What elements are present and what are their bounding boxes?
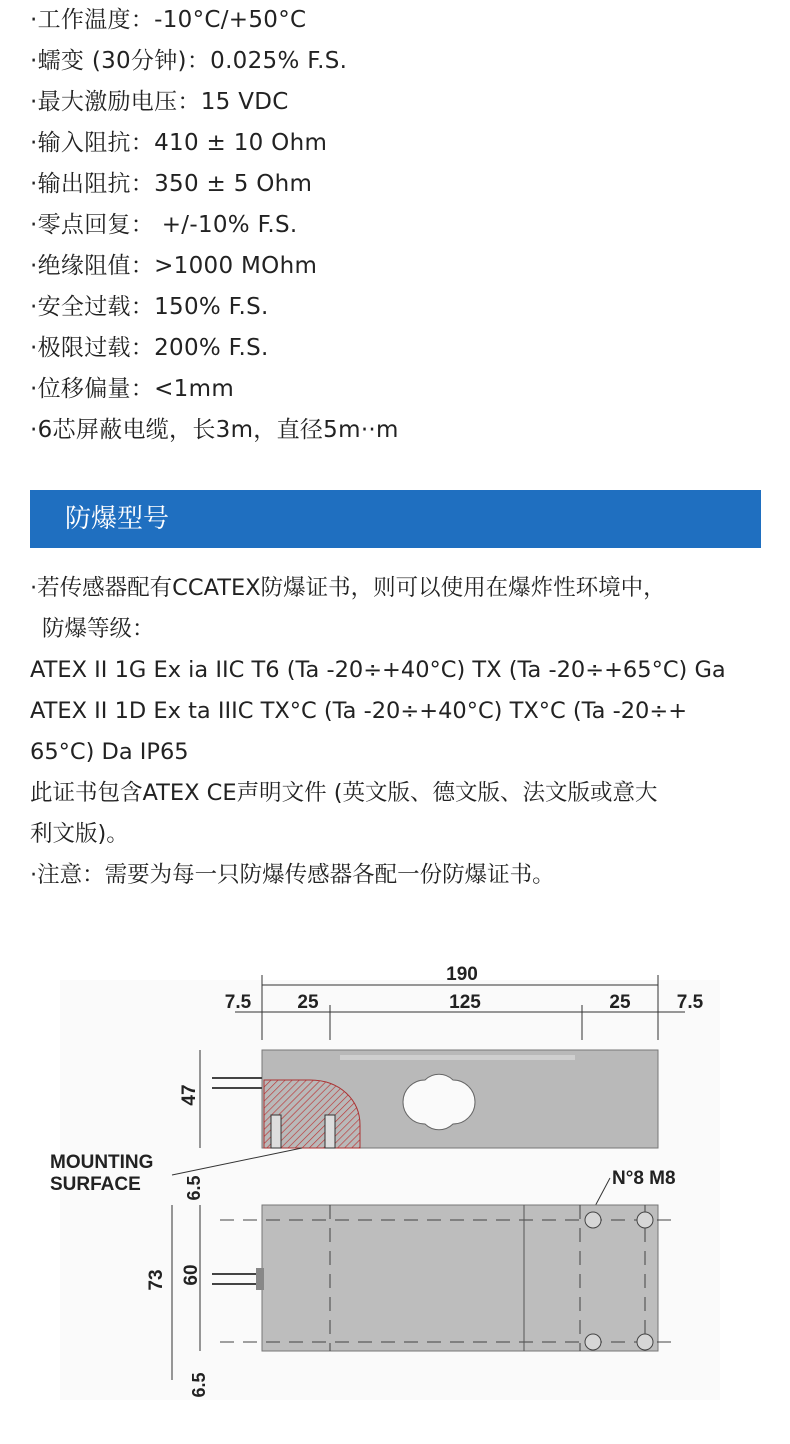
side-view bbox=[200, 1050, 658, 1148]
spec-creep: ·蠕变 (30分钟)：0.025% F.S. bbox=[30, 48, 348, 74]
dim-total: 190 bbox=[446, 964, 478, 985]
section-title: 防爆型号 bbox=[65, 504, 170, 534]
mounting-label-2: SURFACE bbox=[50, 1174, 141, 1195]
dim-right-edge: 7.5 bbox=[676, 992, 704, 1013]
dim-width: 73 bbox=[146, 1269, 167, 1291]
atex-intro: ·若传感器配有CCATEX防爆证书，则可以使用在爆炸性环境中， bbox=[30, 575, 666, 601]
section-header-explosion-proof bbox=[30, 490, 761, 548]
atex-gas-rating: ATEX II 1G Ex ia IIC T6 (Ta -20÷+40°C) TX (Ta -20÷+65°C) Ga bbox=[30, 657, 726, 683]
atex-certificate-note-cont: 利文版)。 bbox=[30, 821, 129, 847]
spec-ultimate-overload: ·极限过载：200% F.S. bbox=[30, 335, 269, 361]
dimension-drawing bbox=[40, 950, 720, 1410]
dim-left-edge: 7.5 bbox=[224, 992, 252, 1013]
atex-description bbox=[30, 568, 780, 896]
spec-list bbox=[30, 0, 770, 451]
atex-attention: ·注意：需要为每一只防爆传感器各配一份防爆证书。 bbox=[30, 862, 555, 888]
spec-max-excitation: ·最大激励电压：15 VDC bbox=[30, 89, 289, 115]
spec-input-impedance: ·输入阻抗：410 ± 10 Ohm bbox=[30, 130, 328, 156]
atex-certificate-note: 此证书包含ATEX CE声明文件 (英文版、德文版、法文版或意大 bbox=[30, 780, 658, 806]
spec-output-impedance: ·输出阻抗：350 ± 5 Ohm bbox=[30, 171, 313, 197]
dim-height: 47 bbox=[179, 1084, 200, 1106]
holes-callout: N°8 M8 bbox=[612, 1168, 676, 1189]
spec-operating-temp: ·工作温度：-10°C/+50°C bbox=[30, 7, 307, 33]
dim-hole-spacing: 60 bbox=[181, 1264, 202, 1286]
dim-center: 125 bbox=[449, 992, 481, 1013]
dim-right-hole: 25 bbox=[609, 992, 631, 1013]
atex-level-label: 防爆等级： bbox=[42, 616, 155, 642]
dim-gap-top: 6.5 bbox=[184, 1175, 204, 1201]
atex-dust-rating-cont: 65°C) Da IP65 bbox=[30, 739, 189, 765]
dim-left-hole: 25 bbox=[297, 992, 319, 1013]
load-cell-drawing bbox=[40, 950, 720, 1410]
spec-deflection: ·位移偏量：<1mm bbox=[30, 376, 235, 402]
dim-gap-bottom: 6.5 bbox=[189, 1372, 209, 1398]
spec-zero-return: ·零点回复： +/-10% F.S. bbox=[30, 212, 298, 238]
spec-cable: ·6芯屏蔽电缆，长3m，直径5m··m bbox=[30, 417, 399, 443]
mounting-label-1: MOUNTING bbox=[50, 1152, 154, 1173]
spec-insulation: ·绝缘阻值：>1000 MOhm bbox=[30, 253, 318, 279]
atex-dust-rating: ATEX II 1D Ex ta IIIC TX°C (Ta -20÷+40°C) TX°C (Ta -20÷+ bbox=[30, 698, 688, 724]
spec-safe-overload: ·安全过载：150% F.S. bbox=[30, 294, 269, 320]
